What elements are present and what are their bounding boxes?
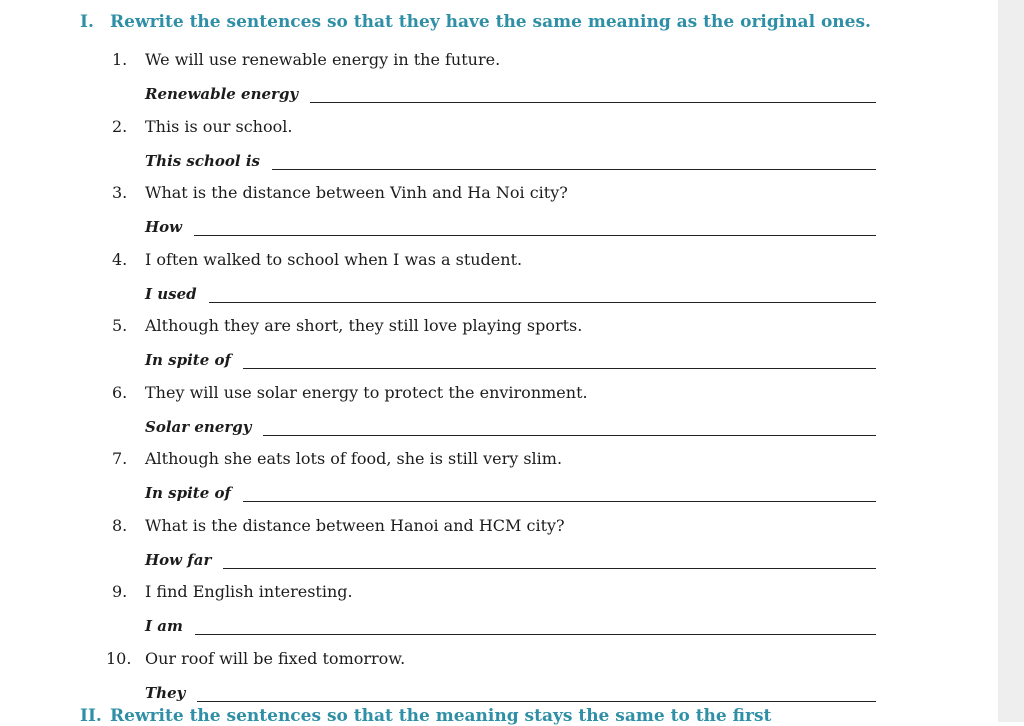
exercise-item xyxy=(0,50,900,116)
item-number: 10. xyxy=(106,648,132,668)
original-sentence: I often walked to school when I was a student. xyxy=(145,249,523,269)
rewrite-prompt: In spite of xyxy=(145,484,231,502)
answer-line[interactable] xyxy=(223,568,876,569)
exercise-item xyxy=(0,316,900,382)
item-number: 5. xyxy=(112,316,128,335)
item-number: 3. xyxy=(112,183,128,202)
next-section-title: Rewrite the sentences so that the meaning stays the same to the first xyxy=(110,706,772,726)
answer-line[interactable] xyxy=(197,701,876,702)
item-number: 6. xyxy=(112,382,128,402)
exercise-item xyxy=(0,383,900,449)
answer-line[interactable] xyxy=(310,102,876,103)
exercise-item xyxy=(0,649,900,715)
item-number: 1. xyxy=(112,50,128,69)
page-edge-strip xyxy=(998,0,1024,722)
item-number: 8. xyxy=(112,515,128,535)
exercise-item xyxy=(0,117,900,183)
exercise-item xyxy=(0,250,900,316)
answer-line[interactable] xyxy=(209,302,876,303)
answer-line[interactable] xyxy=(243,501,876,502)
original-sentence: We will use renewable energy in the future. xyxy=(145,50,501,69)
section-heading xyxy=(80,12,871,32)
rewrite-prompt: In spite of xyxy=(145,351,231,369)
section-title: Rewrite the sentences so that they have the same meaning as the original ones. xyxy=(110,12,871,32)
rewrite-prompt: I am xyxy=(145,617,183,635)
original-sentence: This is our school. xyxy=(145,116,293,136)
rewrite-prompt: Renewable energy xyxy=(145,85,299,103)
rewrite-prompt: They xyxy=(145,683,186,702)
exercise-item xyxy=(0,449,900,515)
section-number: I. xyxy=(80,12,94,32)
rewrite-prompt: This school is xyxy=(145,151,260,170)
original-sentence: What is the distance between Vinh and Ha Noi city? xyxy=(145,183,568,202)
item-number: 4. xyxy=(112,249,128,269)
item-number: 9. xyxy=(112,582,128,601)
original-sentence: Our roof will be fixed tomorrow. xyxy=(145,648,406,668)
rewrite-prompt: How xyxy=(145,218,183,236)
answer-line[interactable] xyxy=(195,634,876,635)
item-number: 2. xyxy=(112,116,128,136)
original-sentence: What is the distance between Hanoi and HCM city? xyxy=(145,515,565,535)
original-sentence: Although they are short, they still love playing sports. xyxy=(145,316,583,335)
item-number: 7. xyxy=(112,449,128,468)
original-sentence: They will use solar energy to protect the environment. xyxy=(145,382,588,402)
original-sentence: Although she eats lots of food, she is still very slim. xyxy=(145,449,563,468)
exercise-item xyxy=(0,516,900,582)
rewrite-prompt: I used xyxy=(145,284,197,303)
original-sentence: I find English interesting. xyxy=(145,582,353,601)
answer-line[interactable] xyxy=(272,169,876,170)
exercise-item xyxy=(0,582,900,648)
answer-line[interactable] xyxy=(194,235,876,236)
next-section-number: II. xyxy=(80,706,102,726)
rewrite-prompt: Solar energy xyxy=(145,417,252,436)
exercise-item xyxy=(0,183,900,249)
answer-line[interactable] xyxy=(263,435,876,436)
next-section-heading xyxy=(80,706,771,726)
rewrite-prompt: How far xyxy=(145,550,212,569)
answer-line[interactable] xyxy=(243,368,876,369)
